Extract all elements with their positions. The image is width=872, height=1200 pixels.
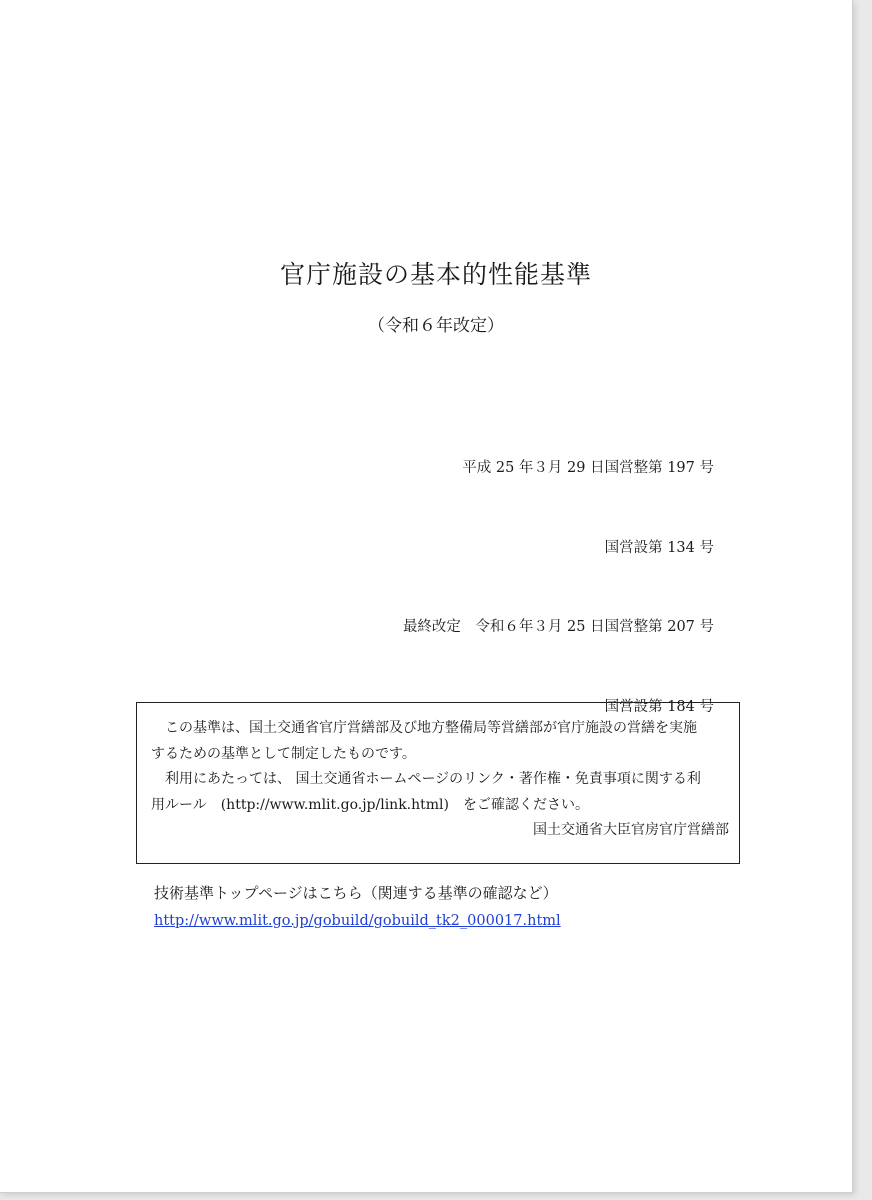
tech-standards-label: 技術基準トップページはこちら（関連する基準の確認など） <box>154 884 558 902</box>
reference-line: 最終改定 令和６年３月 25 日国営整第 207 号 <box>402 619 714 635</box>
tech-standards-link[interactable]: http://www.mlit.go.jp/gobuild/gobuild_tk2_000017.html <box>154 913 561 929</box>
reference-line: 国営設第 184 号 <box>604 698 714 715</box>
reference-line: 国営設第 134 号 <box>604 539 714 556</box>
notice-text: この基準は、国土交通省官庁営繕部及び地方整備局等営繕部が官庁施設の営繕を実施 <box>165 720 697 736</box>
notice-text: するための基準として制定したものです。 <box>151 745 416 762</box>
notice-text: 利用にあたっては、 国土交通省ホームページのリンク・著作権・免責事項に関する利 <box>165 771 701 787</box>
document-subtitle: （令和６年改定） <box>368 316 504 336</box>
notice-box <box>136 702 740 864</box>
reference-line: 平成 25 年３月 29 日国営整第 197 号 <box>462 460 714 476</box>
notice-text: 用ルール (http://www.mlit.go.jp/link.html) をご確認ください。 <box>151 796 589 813</box>
document-title: 官庁施設の基本的性能基準 <box>279 260 592 289</box>
notice-signature: 国土交通省大臣官房官庁営繕部 <box>533 822 729 838</box>
